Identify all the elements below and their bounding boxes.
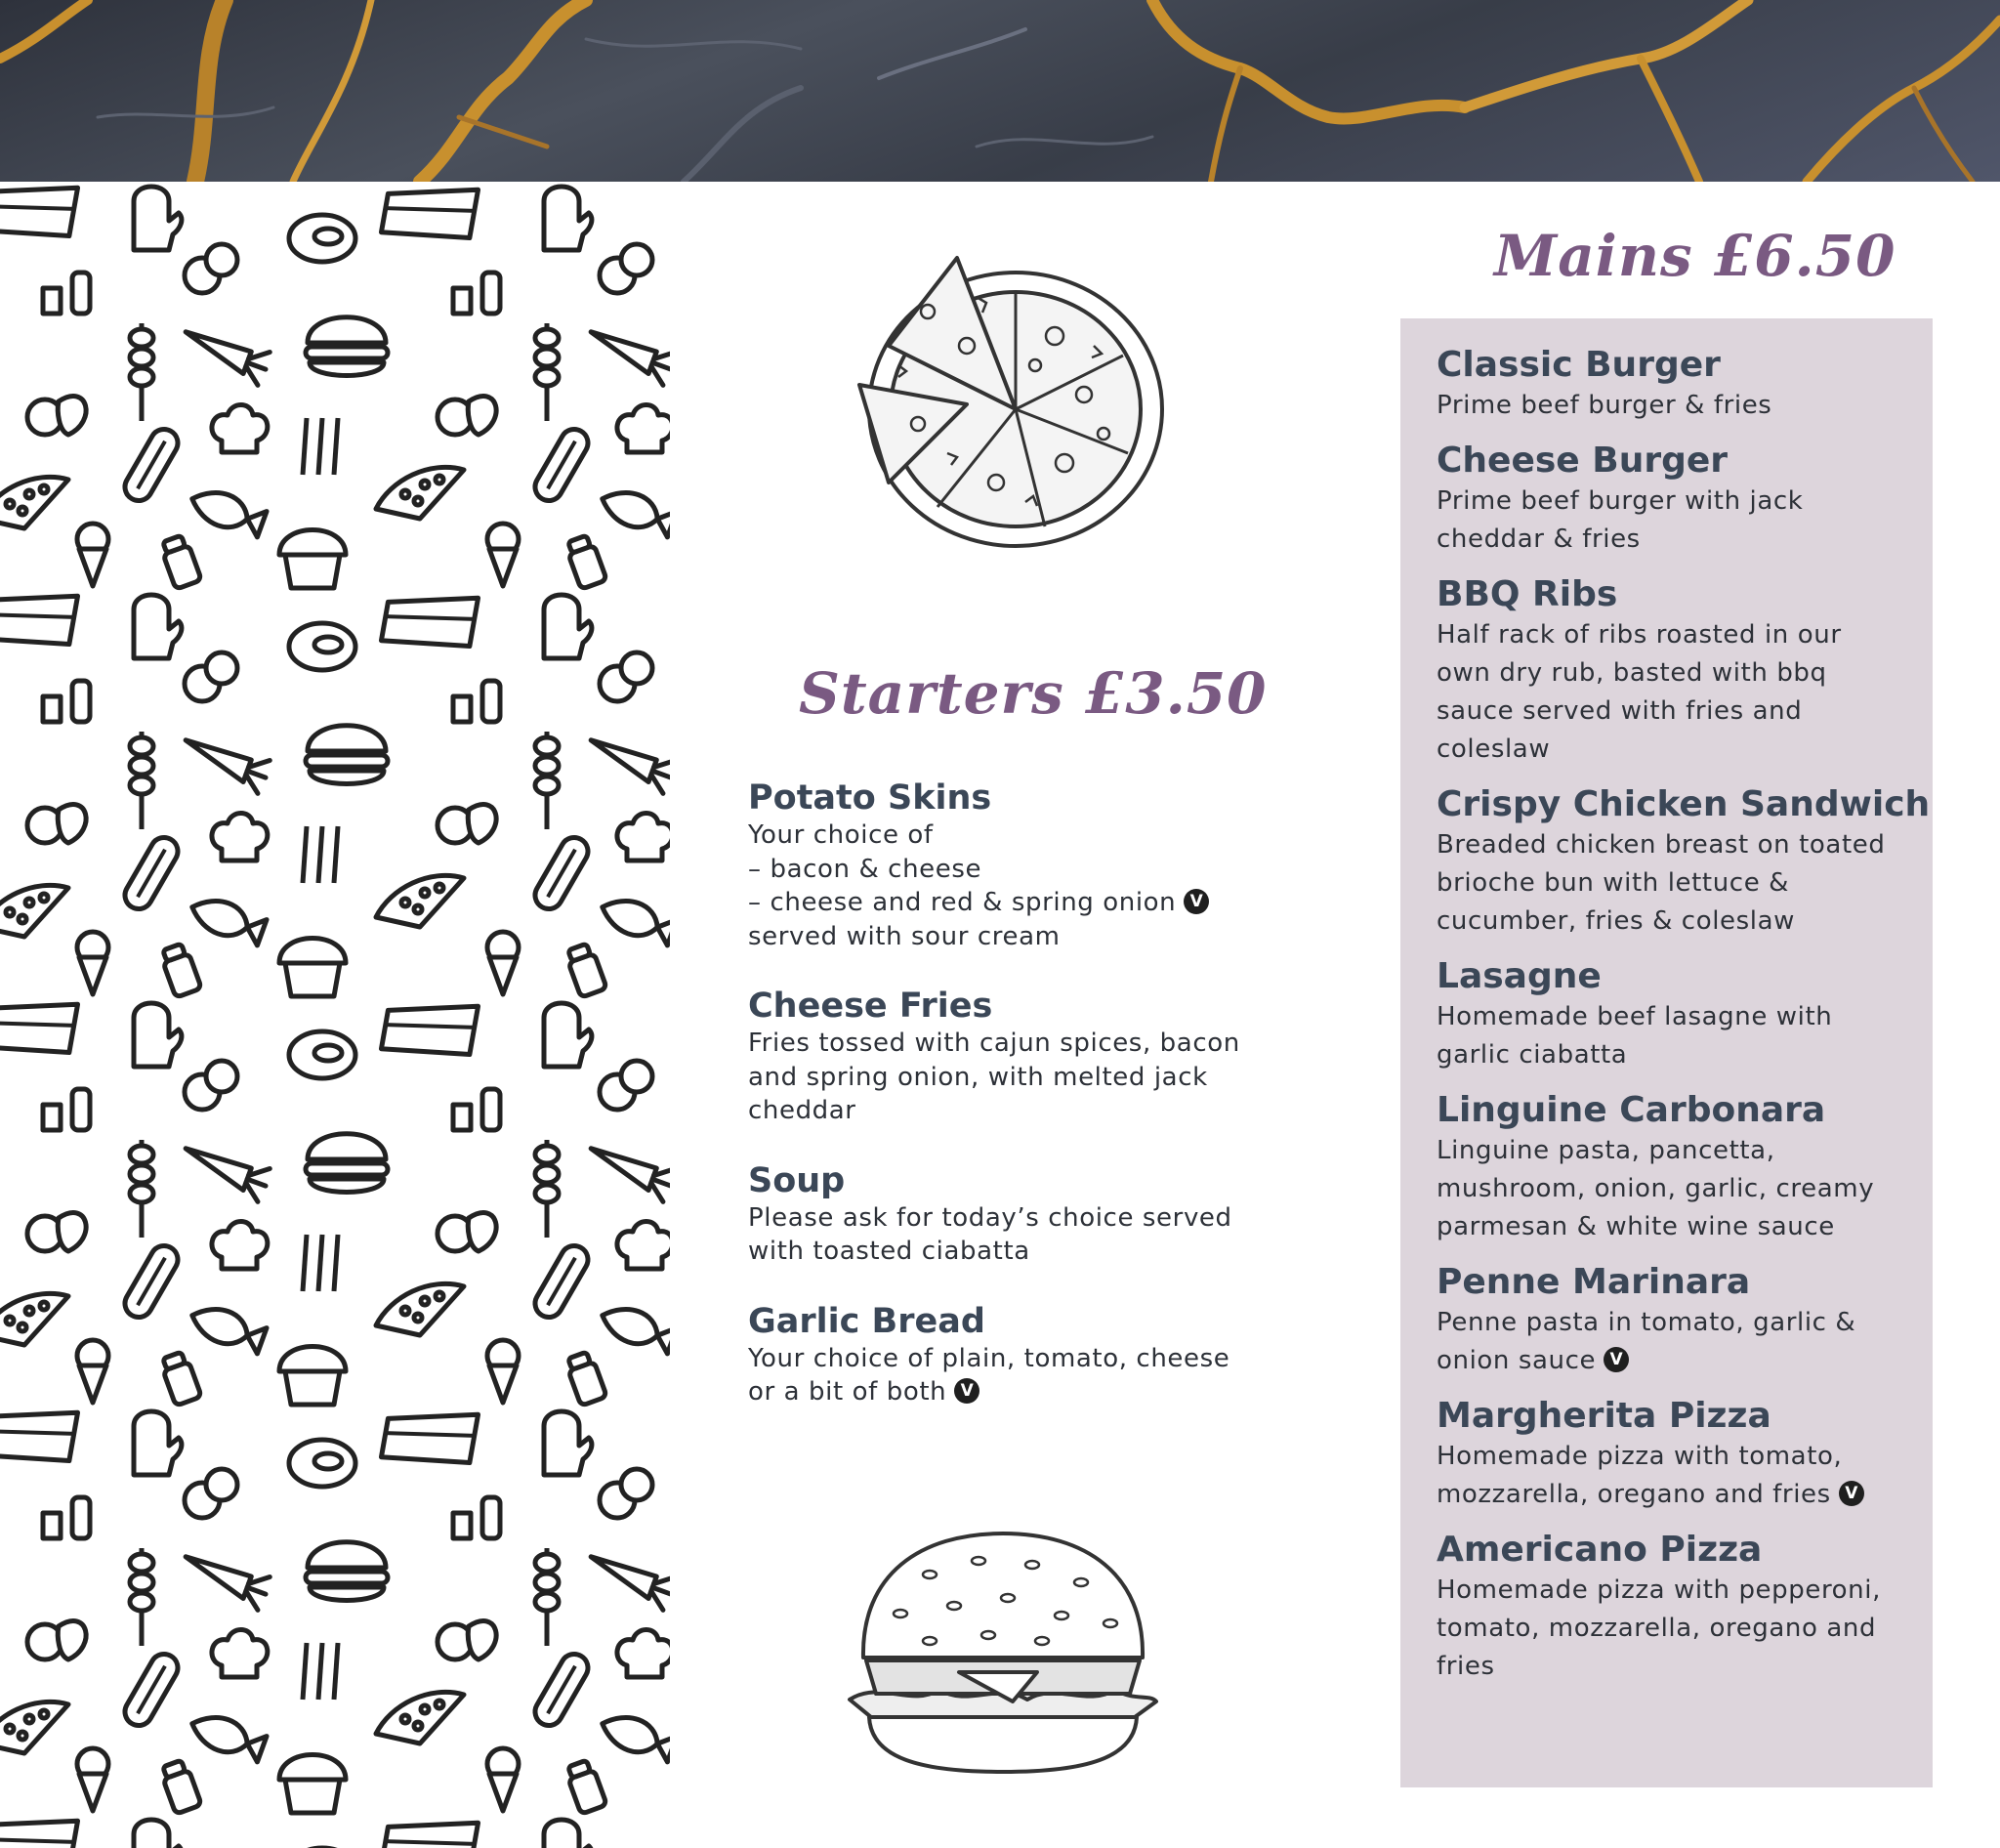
menu-item: [748, 777, 1295, 953]
menu-item-description-line: [748, 886, 1295, 920]
menu-item-name: Crispy Chicken Sandwich: [1437, 784, 1931, 824]
vegetarian-icon: V: [1604, 1347, 1629, 1372]
menu-item-description-line: [1437, 826, 1925, 864]
menu-item-description-line: [1437, 1648, 1925, 1686]
menu-item-description-line: [1437, 1132, 1925, 1170]
menu-item-description-line: [748, 1342, 1295, 1376]
menu-item: [1437, 783, 1931, 941]
description-text: Homemade beef lasagne with: [1437, 1002, 1833, 1031]
menu-item-description-line: [1437, 693, 1925, 731]
description-text: Linguine pasta, pancetta,: [1437, 1136, 1775, 1165]
menu-item-description-line: [1437, 1610, 1925, 1648]
menu-item-description-line: [748, 920, 1295, 954]
description-text: brioche bun with lettuce &: [1437, 868, 1790, 898]
menu-item-name: Linguine Carbonara: [1437, 1090, 1826, 1130]
food-doodle-pattern: [0, 182, 670, 1848]
menu-item-name: BBQ Ribs: [1437, 574, 1618, 614]
description-text: – bacon & cheese: [748, 854, 982, 884]
marble-veins: [0, 0, 2000, 182]
description-text: Prime beef burger & fries: [1437, 391, 1772, 420]
description-text: garlic ciabatta: [1437, 1040, 1628, 1070]
description-text: and spring onion, with melted jack: [748, 1062, 1208, 1092]
menu-item-name: Americano Pizza: [1437, 1530, 1763, 1570]
menu-item: [748, 986, 1295, 1128]
description-text: tomato, mozzarella, oregano and: [1437, 1614, 1877, 1643]
menu-item: [1437, 1395, 1925, 1514]
menu-item-description-line: [1437, 1208, 1925, 1246]
menu-item-name: Potato Skins: [748, 778, 992, 818]
description-text: own dry rub, basted with bbq: [1437, 658, 1827, 688]
description-text: mushroom, onion, garlic, creamy: [1437, 1174, 1875, 1203]
mains-list: [1437, 344, 1931, 1701]
menu-item-name: Penne Marinara: [1437, 1262, 1751, 1302]
menu-item-description-line: [1437, 1476, 1925, 1514]
mains-heading: Mains £6.50: [1494, 223, 1896, 289]
menu-item-name: Lasagne: [1437, 956, 1602, 996]
menu-item: [748, 1160, 1295, 1269]
menu-item-name: Soup: [748, 1160, 846, 1200]
menu-item-description-line: [1437, 1572, 1925, 1610]
menu-item-description-line: [1437, 1438, 1925, 1476]
menu-item-description-line: [1437, 998, 1925, 1036]
starters-heading: Starters £3.50: [799, 660, 1268, 727]
menu-item-name: Classic Burger: [1437, 345, 1721, 385]
description-text: sauce served with fries and: [1437, 696, 1803, 726]
marble-header-banner: [0, 0, 2000, 182]
menu-item-description-line: [748, 1235, 1295, 1269]
description-text: Homemade pizza with tomato,: [1437, 1442, 1843, 1471]
description-text: Penne pasta in tomato, garlic &: [1437, 1308, 1856, 1337]
menu-item: [1437, 573, 1925, 769]
description-text: cheddar & fries: [1437, 525, 1641, 554]
menu-item-description-line: [1437, 731, 1925, 769]
menu-item-description-line: [748, 1061, 1295, 1095]
starters-list: [748, 777, 1295, 1442]
description-text: Your choice of: [748, 820, 934, 850]
description-text: or a bit of both: [748, 1377, 947, 1407]
description-text: Prime beef burger with jack: [1437, 486, 1804, 516]
menu-item-description-line: [748, 819, 1295, 853]
menu-item-description-line: [1437, 1036, 1925, 1074]
menu-item-description-line: [1437, 521, 1925, 559]
description-text: Fries tossed with cajun spices, bacon: [748, 1029, 1240, 1058]
vegetarian-icon: V: [1839, 1481, 1864, 1506]
description-text: Breaded chicken breast on toated: [1437, 830, 1886, 860]
description-text: Your choice of plain, tomato, cheese: [748, 1343, 1230, 1373]
description-text: with toasted ciabatta: [748, 1237, 1030, 1266]
menu-item-description-line: [1437, 903, 1925, 941]
description-text: – cheese and red & spring onion: [748, 888, 1177, 917]
description-text: served with sour cream: [748, 921, 1061, 951]
description-text: Half rack of ribs roasted in our: [1437, 620, 1842, 650]
menu-item-description-line: [1437, 1304, 1925, 1342]
menu-item: [1437, 955, 1925, 1074]
food-doodle-icons: [0, 182, 670, 1848]
menu-item: [1437, 1261, 1925, 1380]
menu-item-description-line: [1437, 387, 1925, 425]
menu-item: [1437, 1529, 1925, 1686]
burger-illustration: [842, 1526, 1164, 1784]
menu-item-description-line: [748, 1375, 1295, 1409]
description-text: mozzarella, oregano and fries: [1437, 1480, 1831, 1509]
description-text: parmesan & white wine sauce: [1437, 1212, 1835, 1241]
menu-item-description-line: [748, 1201, 1295, 1236]
menu-item-name: Cheese Burger: [1437, 441, 1729, 481]
description-text: fries: [1437, 1652, 1495, 1681]
menu-item-description-line: [1437, 616, 1925, 654]
menu-item-description-line: [1437, 483, 1925, 521]
menu-item-description-line: [1437, 1342, 1925, 1380]
menu-item: [1437, 344, 1925, 425]
pizza-illustration: [830, 238, 1172, 574]
vegetarian-icon: V: [1184, 889, 1209, 914]
menu-item-description-line: [1437, 864, 1925, 903]
description-text: Homemade pizza with pepperoni,: [1437, 1575, 1881, 1605]
menu-item-name: Cheese Fries: [748, 987, 993, 1026]
menu-item: [748, 1301, 1295, 1409]
description-text: coleslaw: [1437, 735, 1551, 764]
description-text: cucumber, fries & coleslaw: [1437, 906, 1795, 936]
menu-item-description-line: [1437, 1170, 1925, 1208]
menu-item: [1437, 1089, 1925, 1246]
vegetarian-icon: V: [954, 1378, 979, 1404]
menu-item-description-line: [748, 1027, 1295, 1061]
menu-item-description-line: [748, 1094, 1295, 1128]
description-text: Please ask for today’s choice served: [748, 1202, 1232, 1233]
description-text: onion sauce: [1437, 1346, 1597, 1375]
menu-item-description-line: [1437, 654, 1925, 693]
menu-item-name: Margherita Pizza: [1437, 1396, 1771, 1436]
menu-item-description-line: [748, 853, 1295, 887]
menu-item: [1437, 440, 1925, 559]
menu-item-name: Garlic Bread: [748, 1301, 985, 1341]
description-text: cheddar: [748, 1096, 856, 1125]
